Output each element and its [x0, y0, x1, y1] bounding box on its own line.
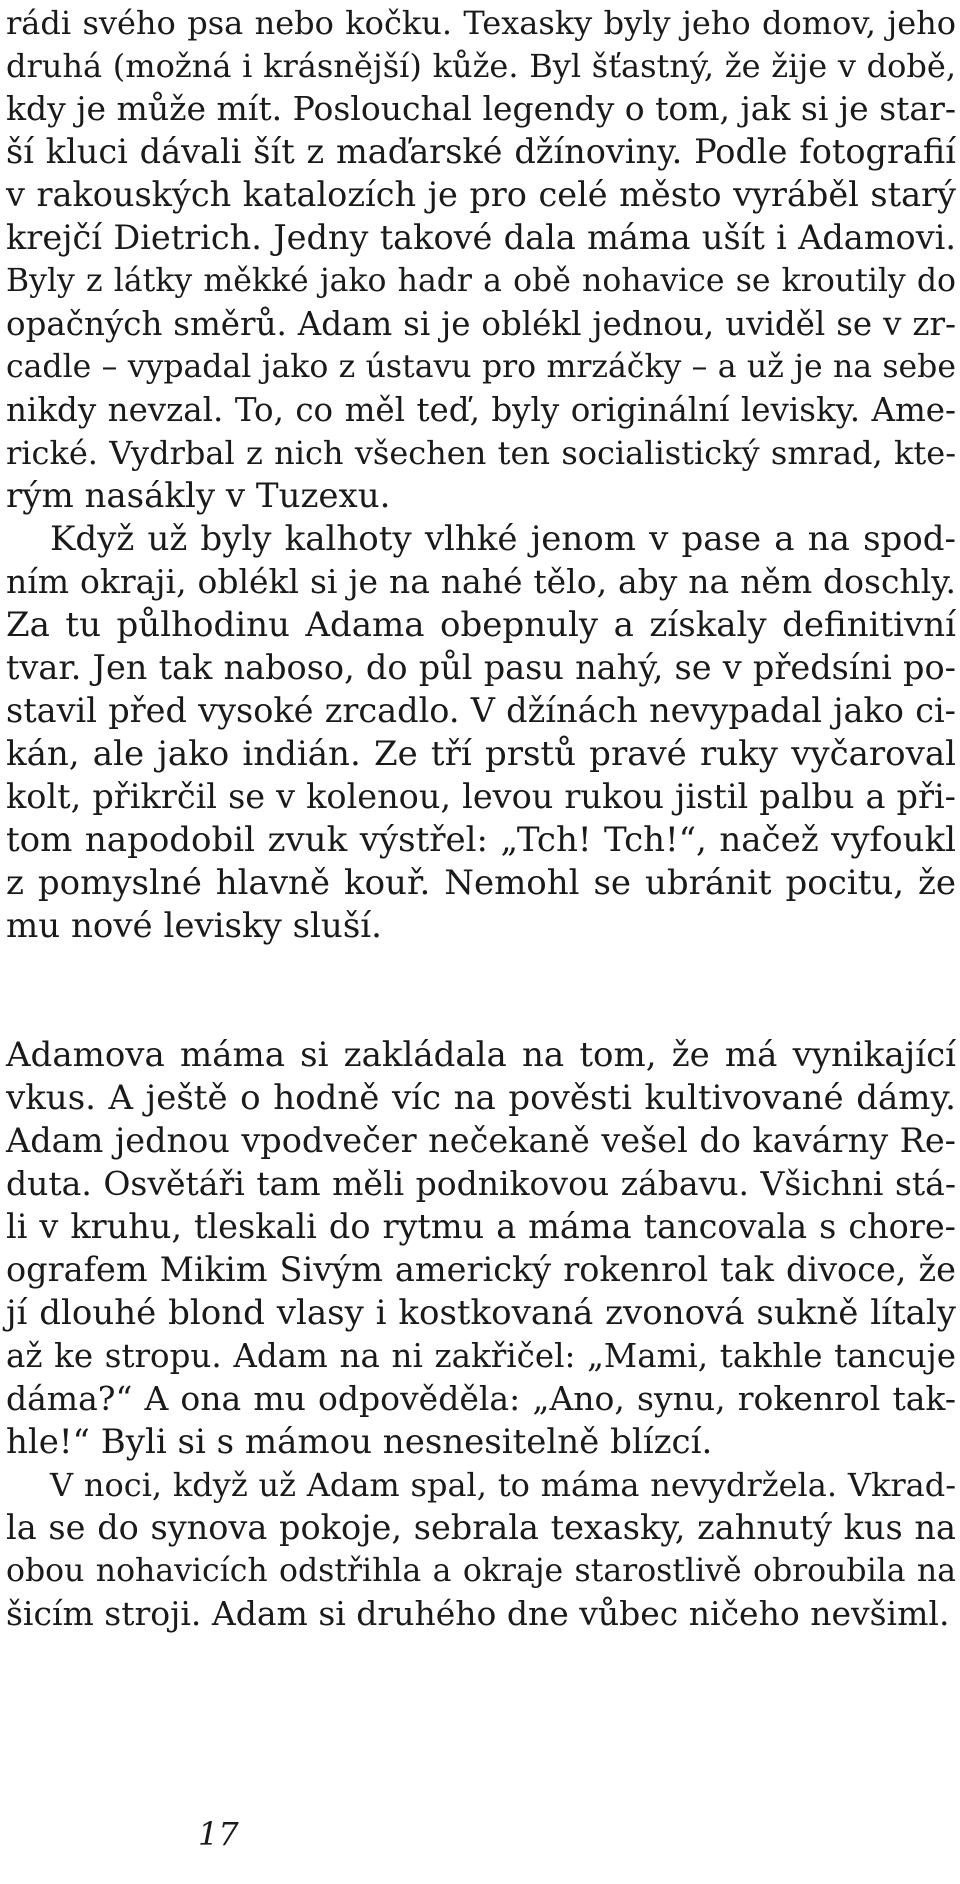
text-line: rické. Vydrbal z nich všechen ten socialistický smrad, kte- [6, 434, 956, 472]
text-line: Když už byly kalhoty vlhké jenom v pase a na spod- [50, 519, 956, 559]
text-line: jí dlouhé blond vlasy i kostkovaná zvonová sukně lítaly [6, 1293, 956, 1333]
text-line: tom napodobil zvuk výstřel: „Tch! Tch!“, načež vyfoukl [6, 820, 956, 860]
text-line: kán, ale jako indián. Ze tří prstů pravé ruky vyčaroval [6, 734, 956, 774]
text-line: krejčí Dietrich. Jedny takové dala máma ušít i Adamovi. [6, 218, 956, 257]
text-line: kolt, přikrčil se v kolenou, levou rukou jistil palbu a při- [6, 777, 956, 816]
text-line: druhá (možná i krásnější) kůže. Byl šťastný, že žije v době, [6, 47, 956, 85]
text-line: stavil před vysoké zrcadlo. V džínách nevypadal jako ci- [6, 691, 956, 730]
text-line: ografem Mikim Sivým americký rokenrol tak divoce, že [6, 1250, 956, 1289]
text-line: V noci, když už Adam spal, to máma nevydržela. Vkrad- [50, 1466, 956, 1504]
text-line: Za tu půlhodinu Adama obepnuly a získaly definitivní [6, 605, 956, 645]
page-number: 17 [198, 1815, 239, 1853]
text-line: rádi svého psa nebo kočku. Texasky byly jeho domov, jeho [6, 4, 956, 42]
text-line: ší kluci dávali šít z maďarské džínoviny. Podle fotografií [6, 132, 956, 171]
text-line: tvar. Jen tak naboso, do půl pasu nahý, se v předsíni po- [6, 648, 956, 687]
text-line: mu nové levisky sluší. [6, 906, 382, 946]
text-line: v rakouských katalozích je pro celé město vyráběl starý [6, 175, 956, 214]
text-line: Byly z látky měkké jako hadr a obě nohavice se kroutily do [6, 263, 956, 299]
text-line: obou nohavicích odstřihla a okraje starostlivě obroubila na [6, 1553, 956, 1589]
text-line: z pomyslné hlavně kouř. Nemohl se ubránit pocitu, že [6, 863, 956, 903]
text-line: hle!“ Byli si s mámou nesnesitelně blízcí. [6, 1422, 713, 1462]
text-line: dáma?“ A ona mu odpověděla: „Ano, synu, rokenrol tak- [6, 1379, 956, 1418]
text-line: duta. Osvětáři tam měli podnikovou zábavu. Všichni stá- [6, 1164, 956, 1203]
text-line: la se do synova pokoje, sebrala texasky, zahnutý kus na [6, 1508, 956, 1547]
text-line: nikdy nevzal. To, co měl teď, byly originální levisky. Ame- [6, 391, 956, 429]
text-line: šicím stroji. Adam si druhého dne vůbec ničeho nevšiml. [6, 1594, 950, 1633]
text-line: kdy je může mít. Poslouchal legendy o tom, jak si je star- [6, 89, 956, 128]
text-line: li v kruhu, tleskali do rytmu a máma tancovala s chore- [6, 1207, 956, 1246]
text-line: Adamova máma si zakládala na tom, že má vynikající [6, 1035, 956, 1075]
text-line: cadle – vypadal jako z ústavu pro mrzáčky – a už je na sebe [6, 349, 956, 385]
text-line: rým nasákly v Tuzexu. [6, 476, 391, 516]
text-line: Adam jednou vpodvečer nečekaně vešel do kavárny Re- [6, 1121, 956, 1160]
text-line: až ke stropu. Adam na ni zakřičel: „Mami, takhle tancuje [6, 1337, 956, 1375]
text-line: opačných směrů. Adam si je oblékl jednou, uviděl se v zr- [6, 305, 956, 343]
text-line: vkus. A ještě o hodně víc na pověsti kultivované dámy. [6, 1078, 956, 1118]
text-line: ním okraji, oblékl si je na nahé tělo, aby na něm doschly. [6, 562, 956, 601]
